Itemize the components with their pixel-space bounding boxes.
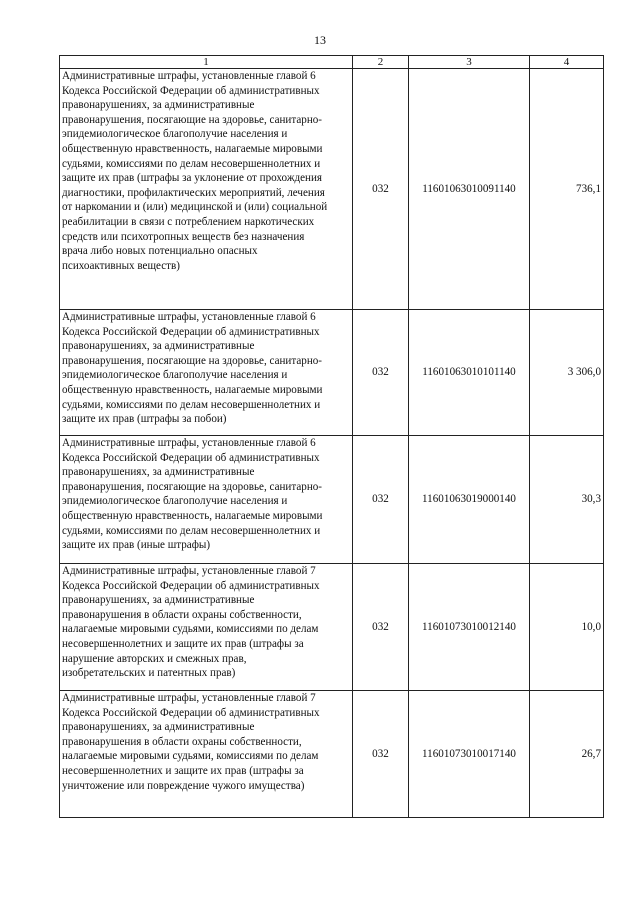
description-line: правонарушения, посягающие на здоровье, санитарно- — [62, 113, 322, 126]
description-line: уничтожение или повреждение чужого имущества) — [62, 779, 305, 792]
description-line: психоактивных веществ) — [62, 259, 180, 272]
amount-cell: 30,3 — [530, 436, 604, 564]
description-line: Административные штрафы, установленные главой 6 — [62, 311, 316, 323]
admin-code-cell: 032 — [353, 436, 409, 564]
row-description — [60, 310, 353, 436]
header-col-1: 1 — [60, 56, 353, 69]
description-line: судьями, комиссиями по делам несовершеннолетних и — [62, 524, 321, 537]
header-col-2: 2 — [353, 56, 409, 69]
table-row — [60, 436, 604, 564]
admin-code-cell: 032 — [353, 691, 409, 818]
description-line: налагаемые мировыми судьями, комиссиями по делам — [62, 750, 319, 763]
description-line: средств или психотропных веществ без назначения — [62, 230, 305, 243]
description-line: Кодекса Российской Федерации об административных — [62, 706, 320, 719]
kbk-code-cell: 11601073010012140 — [409, 564, 530, 691]
description-line: диагностики, профилактических мероприятий, лечения — [62, 186, 325, 199]
description-line: судьями, комиссиями по делам несовершеннолетних и — [62, 398, 321, 411]
table-header-row — [60, 56, 604, 69]
row-description — [60, 564, 353, 691]
description-line: правонарушениях, за административные — [62, 594, 255, 607]
description-line: защите их прав (штрафы за уклонение от прохождения — [62, 172, 323, 185]
description-line: Кодекса Российской Федерации об административных — [62, 579, 320, 592]
description-line: Кодекса Российской Федерации об административных — [62, 84, 320, 97]
admin-code-cell: 032 — [353, 564, 409, 691]
description-line: правонарушениях, за административные — [62, 99, 255, 112]
table-row — [60, 564, 604, 691]
description-line: эпидемиологическое благополучие населения и — [62, 369, 288, 382]
description-line: Административные штрафы, установленные главой 7 — [62, 692, 316, 704]
description-line: несовершеннолетних и защите их прав (штрафы за — [62, 764, 304, 777]
header-col-3: 3 — [409, 56, 530, 69]
header-col-4: 4 — [530, 56, 604, 69]
kbk-code-cell: 11601063019000140 — [409, 436, 530, 564]
description-line: Административные штрафы, установленные главой 6 — [62, 70, 316, 82]
description-line: судьями, комиссиями по делам несовершеннолетних и — [62, 157, 321, 170]
row-description — [60, 436, 353, 564]
row-description — [60, 691, 353, 818]
amount-cell: 10,0 — [530, 564, 604, 691]
amount-cell: 26,7 — [530, 691, 604, 818]
admin-code-cell: 032 — [353, 310, 409, 436]
description-line: правонарушениях, за административные — [62, 340, 255, 353]
description-line: Кодекса Российской Федерации об административных — [62, 325, 320, 338]
amount-cell: 736,1 — [530, 69, 604, 310]
description-line: правонарушениях, за административные — [62, 466, 255, 479]
table-row — [60, 69, 604, 310]
admin-code-cell: 032 — [353, 69, 409, 310]
table-row — [60, 310, 604, 436]
description-line: правонарушениях, за административные — [62, 721, 255, 734]
description-line: правонарушения, посягающие на здоровье, санитарно- — [62, 354, 322, 367]
description-line: общественную нравственность, налагаемые мировыми — [62, 142, 323, 155]
description-line: общественную нравственность, налагаемые мировыми — [62, 383, 323, 396]
page-number: 13 — [314, 33, 326, 47]
description-line: правонарушения в области охраны собственности, — [62, 735, 302, 748]
description-line: Кодекса Российской Федерации об административных — [62, 451, 320, 464]
description-line: изобретательских и патентных прав) — [62, 667, 236, 680]
description-line: защите их прав (штрафы за побои) — [62, 413, 227, 426]
description-line: эпидемиологическое благополучие населения и — [62, 128, 288, 141]
description-line: несовершеннолетних и защите их прав (штрафы за — [62, 637, 304, 650]
description-line: правонарушения в области охраны собственности, — [62, 608, 302, 621]
kbk-code-cell: 11601063010091140 — [409, 69, 530, 310]
kbk-code-cell: 11601063010101140 — [409, 310, 530, 436]
description-line: Административные штрафы, установленные главой 6 — [62, 437, 316, 449]
description-line: нарушение авторских и смежных прав, — [62, 652, 247, 665]
revenue-table — [59, 55, 604, 818]
description-line: от наркомании и (или) медицинской и (или) социальной — [62, 201, 328, 214]
description-line: врача либо новых потенциально опасных — [62, 245, 258, 258]
description-line: эпидемиологическое благополучие населения и — [62, 495, 288, 508]
description-line: реабилитации в связи с потреблением наркотических — [62, 215, 315, 228]
amount-cell: 3 306,0 — [530, 310, 604, 436]
row-description — [60, 69, 353, 310]
description-line: налагаемые мировыми судьями, комиссиями по делам — [62, 623, 319, 636]
description-line: Административные штрафы, установленные главой 7 — [62, 565, 316, 577]
description-line: правонарушения, посягающие на здоровье, санитарно- — [62, 480, 322, 493]
description-line: защите их прав (иные штрафы) — [62, 539, 211, 552]
description-line: общественную нравственность, налагаемые мировыми — [62, 509, 323, 522]
kbk-code-cell: 11601073010017140 — [409, 691, 530, 818]
table-row — [60, 691, 604, 818]
